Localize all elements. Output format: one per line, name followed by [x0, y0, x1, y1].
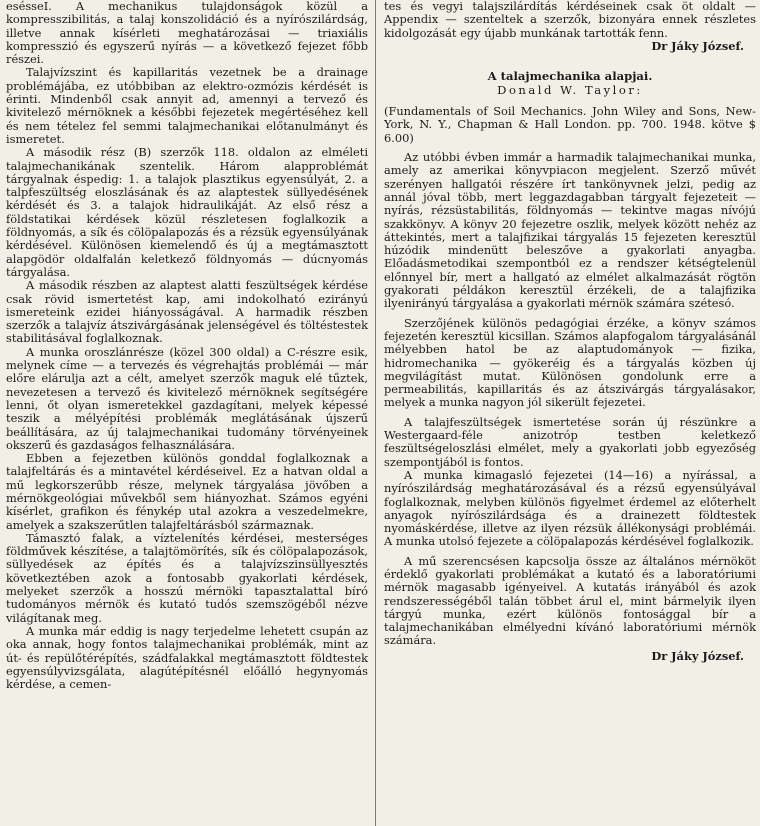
paragraph: A munka kimagasló fejezetei (14—16) a nyírással, a nyírószilárdság meghatározásával és a rézsű egyensúlyával foglalkoznak, melyben különös figyelmet érdemel az előterhelt anyagok nyírószilárdsága és a drainezett földtestek nyomáskérdése, illetve az ilyen rézsük állékonysági problémái. A munka utolsó fejezete a cölöpalapozás kérdésével foglalkozik.	[384, 467, 756, 549]
paragraph: A második rész (B) szerzők 118. oldalon az elméleti talajmechanikának szentelik. Három alapproblémát tárgyalnak éspedig: 1. a talajok plasztikus egyensúlyát, 2. a talpfeszültség eloszlásának és az alaptestek süllyedésének kérdését és 3. a talajok hidraulikáját. Az első rész a földstatikai kérdések közül részletesen foglalkozik a földnyomás, a sík és cölöpalapozás és a rézsük egyensúlyának kérdésével. Különösen kiemelendő és új a megtámasztott alapgödör oldalfalán keletkező földnyomás — dúcnyomás tárgyalása.	[6, 145, 368, 279]
review-author: Donald W. Taylor:	[497, 83, 643, 98]
paragraph: Támasztó falak, a víztelenítés kérdései, mesterséges földművek készítése, a talajtömörítés, sík és cölöpalapozások, süllyedések az építés és a talajvízszinsüllyesztés következtében azok a fontosabb gyakorlati kérdések, melyeket szerzők a hosszú mérnöki tapasztalattal bíró tudományos mérnök és kutató tudós szemszögéből nézve világítanak meg.	[6, 530, 368, 625]
review-bibliography: (Fundamentals of Soil Mechanics. John Wiley and Sons, New-York, N. Y., Chapman & Hall London. pp. 700. 1948. kötve $ 6.00)	[384, 104, 756, 145]
right-column	[384, 0, 756, 663]
left-column	[6, 0, 368, 691]
paragraph: A munka oroszlánrésze (közel 300 oldal) a C-részre esik, melynek címe — a tervezés és végrehajtás problémái — már előre elárulja azt a célt, amelyet szerzők maguk elé tűztek, nevezetesen a tervező és kivitelező mérnöknek segítségére lenni, őt olyan ismeretekkel gazdagítani, melyek képessé teszik a mélyépítési problémák meglátásának újszerű beállítására, az új talajmechanikai tudomány törvényeinek okszerű és gazdaságos felhasználására.	[6, 344, 368, 452]
signature: Dr Jáky József.	[651, 648, 744, 663]
review-title: A talajmechanika alapjai.	[487, 69, 653, 84]
paragraph: Talajvízszint és kapillaritás vezetnek be a drainage problémájába, ez utóbbiban az elektro-ozmózis kérdését is érinti. Mindenből csak annyit ad, amennyi a tervező és kivitelező mérnöknek a későbbi fejezetek megértéséhez kell és nem tételez fel semmi talajmechanikai előtanulmányt és ismeretet.	[6, 65, 368, 146]
paragraph: Ebben a fejezetben különös gonddal foglalkoznak a talajfeltárás és a mintavétel kérdéseivel. Ez a hatvan oldal a mű legkorszerűbb része, melynek tárgyalása jövőben a mérnökgeológiai művekből sem hiányozhat. Számos egyéni kísérlet, grafikon és fénykép utal azokra a veszedelmekre, amelyek a szakszerűtlen talajfeltárásból származnak.	[6, 451, 368, 532]
paragraph-continuation: tes és vegyi talajszilárdítás kérdéseinek csak öt oldalt — Appendix — szenteltek a szerzők, bizonyára ennek részletes kidolgozását egy újabb munkának tartották fenn.	[384, 0, 756, 40]
paragraph: esésseI. A mechanikus tulajdonságok közül a kompresszibilitás, a talaj konszolidáció és a nyírószilárdság, illetve annak kísérleti meghatározásai — triaxiális kompresszió és egyszerű nyírás — a következő fejezet főbb részei.	[6, 0, 368, 67]
column-divider	[375, 0, 376, 826]
paragraph: A talajfeszültségek ismertetése során új részünkre a Westergaard-féle anizotróp testben keletkező feszültségeloszlási elmélet, mely a gyakorlati jobb egyezőség szempontjából is fontos.	[384, 414, 756, 469]
paragraph: A munka már eddig is nagy terjedelme lehetett csupán az oka annak, hogy fontos talajmechanikai problémák, mint az út- és repülőtérépítés, szádfalakkal megtámasztott földtestek egyensúlyvizsgálata, alagútépítésnél előálló hegynyomás kérdése, a cemen-	[6, 623, 368, 692]
paragraph: A második részben az alaptest alatti feszültségek kérdése csak rövid ismertetést kap, ami indokolható ezirányú ismereteink ezidei hiányosságával. A harmadik részben szerzők a talajvíz átszivárgásának jelenségével és töltéstestek stabilitásával foglalkoznak.	[6, 278, 368, 346]
paragraph: Az utóbbi évben immár a harmadik talajmechanikai munka, amely az amerikai könyvpiacon megjelent. Szerző művét szerényen hallgatói részére írt tankönyvnek jelzi, pedig az annál jóval több, mert leggazdagabban tárgyalt fejezeteit — nyírás, rézsüstabilitás, földnyomás — tekintve magas nívójú szakkönyv. A könyv 20 fejezetre oszlik, melyek között nehéz az áttekintés, mert a talajfizikai tárgyalás 15 fejezeten keresztül húzódik mindenütt beleszőve a gyakorlati anyagba. Előadásmetodikai szempontból ez a rendszer kétségtelenül előnnyel bír, mert a hallgató az elmélet alkalmazását rögtön gyakorati példákon keresztül érzékeli, de a talajfizika ilyenirányú tárgyalása a gyakorlati mérnök számára szétesó.	[384, 150, 756, 311]
paragraph: Szerzőjének különös pedagógiai érzéke, a könyv számos fejezetén keresztül kicsillan. Számos alapfogalom tárgyalásánál mélyebben hatol be az alaptudományok — fizika, hidromechanika — gyökeréig és a tárgyalás közben új megvilágítást mutat. Különösen gondolunk erre a permeabilitás, kapillaritás és az átszivárgás tárgyalásakor, melyek a munka nagyon jól sikerült fejezetei.	[384, 315, 756, 410]
paragraph: A mű szerencsésen kapcsolja össze az általános mérnököt érdeklő gyakorlati problémákat a kutató és a laboratóriumi mérnök magasabb igényeivel. A kutatás irányából és azok rendszerességéből talán többet árul el, mint bármelyik ilyen tárgyú munka, ezért különös fontosággal bír a talajmechanikában elmélyedni kívánó laboratóriumi mérnök számára.	[384, 553, 756, 648]
signature: Dr Jáky József.	[651, 38, 744, 53]
